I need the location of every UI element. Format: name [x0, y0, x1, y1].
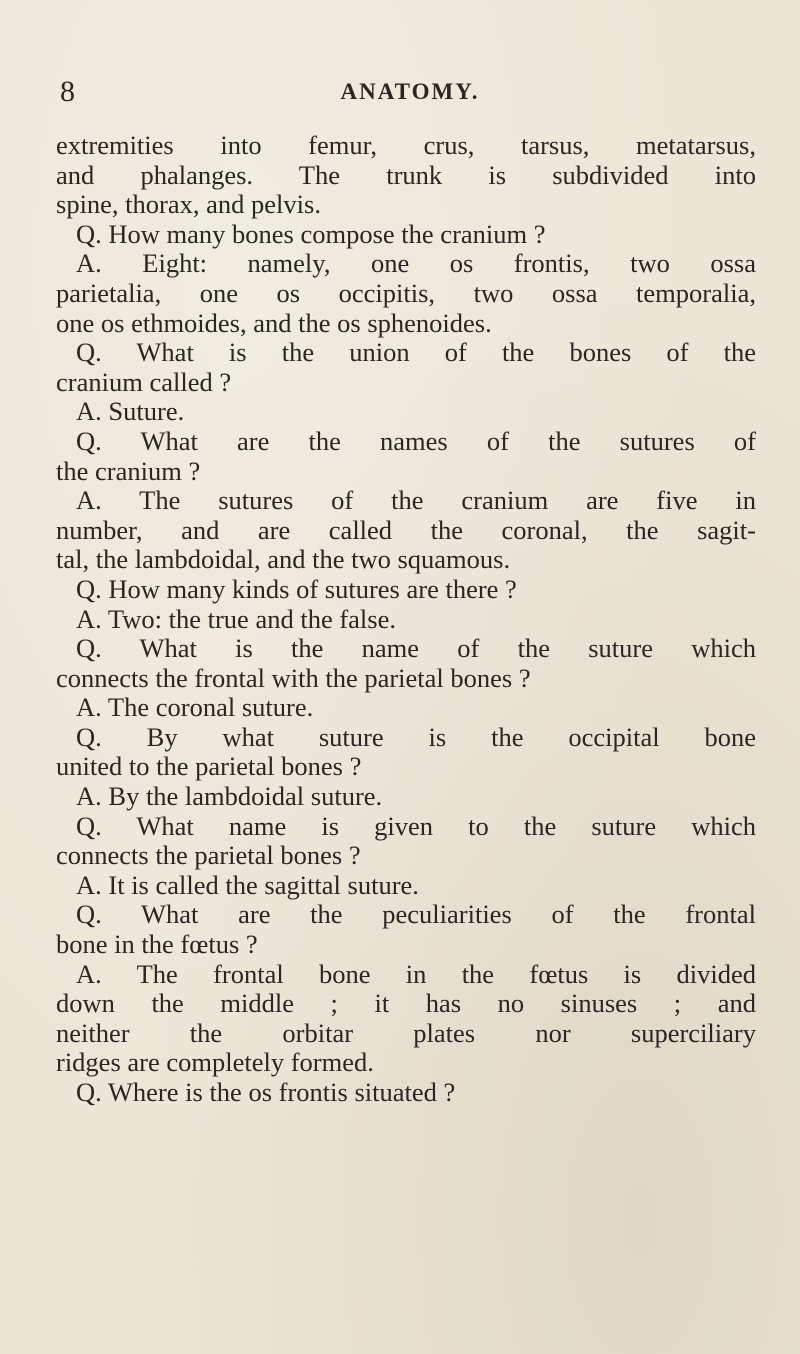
answer-line: A. Suture.: [76, 396, 185, 427]
answer-line: A. It is called the sagittal suture.: [76, 869, 419, 900]
question-line: Q. How many kinds of sutures are there ?: [76, 573, 517, 604]
answer-line: A. The frontal bone in the fœtus is divided: [76, 958, 756, 989]
text-line: cranium called ?: [56, 366, 232, 397]
text-line: extremities into femur, crus, tarsus, metatarsus,: [56, 130, 756, 160]
text-line: neither the orbitar plates nor superciliary: [56, 1017, 756, 1048]
text-line: ridges are completely formed.: [56, 1047, 374, 1078]
question-line: Q. What are the peculiarities of the frontal: [76, 899, 756, 930]
body-text: [56, 131, 756, 1108]
running-head: ANATOMY.: [340, 79, 480, 104]
text-line: spine, thorax, and pelvis.: [56, 189, 321, 220]
text-line: the cranium ?: [56, 455, 201, 486]
question-line: Q. What are the names of the sutures of: [76, 425, 756, 456]
question-line: Q. By what suture is the occipital bone: [76, 721, 756, 752]
text-line: connects the frontal with the parietal bones ?: [56, 662, 531, 693]
text-line: bone in the fœtus ?: [56, 929, 258, 960]
answer-line: A. Eight: namely, one os frontis, two ossa: [76, 248, 756, 279]
answer-line: A. The sutures of the cranium are five in: [76, 485, 756, 516]
text-line: tal, the lambdoidal, and the two squamous.: [56, 544, 511, 575]
question-line: Q. What is the name of the suture which: [76, 633, 756, 664]
text-line: united to the parietal bones ?: [56, 751, 362, 782]
question-line: Q. How many bones compose the cranium ?: [76, 218, 546, 249]
answer-line: A. The coronal suture.: [76, 692, 314, 723]
page-header: [60, 72, 760, 112]
question-line: Q. What is the union of the bones of the: [76, 337, 756, 368]
question-line: Q. Where is the os frontis situated ?: [76, 1077, 456, 1107]
text-line: number, and are called the coronal, the sagit-: [56, 514, 756, 545]
question-line: Q. What name is given to the suture which: [76, 810, 756, 841]
page-number: 8: [60, 75, 75, 108]
text-line: and phalanges. The trunk is subdivided into: [56, 159, 756, 190]
text-line: one os ethmoides, and the os sphenoides.: [56, 307, 492, 338]
text-line: parietalia, one os occipitis, two ossa temporalia,: [56, 277, 756, 308]
answer-line: A. Two: the true and the false.: [76, 603, 396, 634]
text-line: down the middle ; it has no sinuses ; and: [56, 988, 756, 1019]
answer-line: A. By the lambdoidal suture.: [76, 781, 383, 812]
text-line: connects the parietal bones ?: [56, 840, 361, 871]
